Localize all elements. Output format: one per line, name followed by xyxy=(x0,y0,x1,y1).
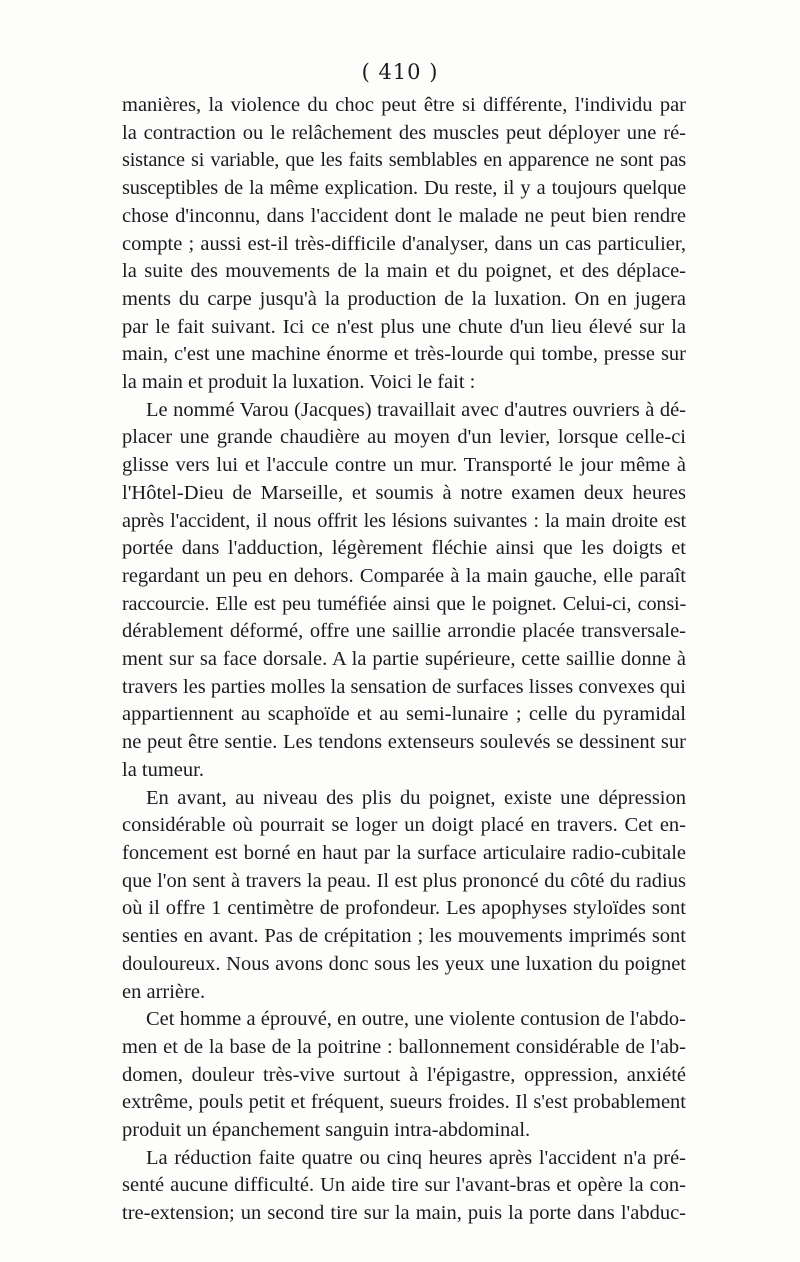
paragraph-3 xyxy=(122,785,686,1007)
text-line: En avant, au niveau des plis du poignet, existe une dépression xyxy=(146,786,686,809)
text-line: que l'on sent à travers la peau. Il est plus prononcé du côté du radius xyxy=(122,869,686,892)
text-line: ment sur sa face dorsale. A la partie supérieure, cette saillie donne à xyxy=(122,648,686,671)
paragraph-1 xyxy=(122,92,686,397)
text-line: la main et produit la luxation. Voici le fait : xyxy=(122,371,476,394)
text-line: foncement est borné en haut par la surface articulaire radio-cubitale xyxy=(122,841,686,864)
text-line: considérable où pourrait se loger un doigt placé en travers. Cet en- xyxy=(122,814,686,837)
text-line: la contraction ou le relâchement des muscles peut déployer une ré- xyxy=(122,121,686,144)
text-line: chose d'inconnu, dans l'accident dont le malade ne peut bien rendre xyxy=(122,204,686,227)
text-line: l'Hôtel-Dieu de Marseille, et soumis à notre examen deux heures xyxy=(122,481,686,504)
text-line: Cet homme a éprouvé, en outre, une violente contusion de l'abdo- xyxy=(146,1008,686,1031)
text-line: main, c'est une machine énorme et très-lourde qui tombe, presse sur xyxy=(122,343,686,366)
text-line: produit un épanchement sanguin intra-abdominal. xyxy=(122,1119,531,1142)
page-number: ( 410 ) xyxy=(361,60,439,84)
text-line: placer une grande chaudière au moyen d'un levier, lorsque celle-ci xyxy=(122,426,686,449)
text-line: glisse vers lui et l'accule contre un mur. Transporté le jour même à xyxy=(122,454,686,477)
text-line: après l'accident, il nous offrit les lésions suivantes : la main droite est xyxy=(122,509,686,532)
text-line: douloureux. Nous avons donc sous les yeux une luxation du poignet xyxy=(122,952,686,975)
paragraph-2 xyxy=(122,397,686,785)
text-line: ments du carpe jusqu'à la production de la luxation. On en jugera xyxy=(122,287,686,310)
text-line: ne peut être sentie. Les tendons extenseurs soulevés se dessinent sur xyxy=(122,731,686,754)
text-line: dérablement déformé, offre une saillie arrondie placée transversale- xyxy=(122,620,686,643)
paragraph-4 xyxy=(122,1006,686,1145)
text-line: en arrière. xyxy=(122,980,206,1003)
text-line: la tumeur. xyxy=(122,758,204,781)
text-line: men et de la base de la poitrine : ballonnement considérable de l'ab- xyxy=(122,1035,686,1058)
text-line: Le nommé Varou (Jacques) travaillait avec d'autres ouvriers à dé- xyxy=(146,398,686,421)
text-line: par le fait suivant. Ici ce n'est plus une chute d'un lieu élevé sur la xyxy=(122,315,686,338)
text-line: la suite des mouvements de la main et du poignet, et des déplace- xyxy=(122,260,686,283)
text-line: appartiennent au scaphoïde et au semi-lunaire ; celle du pyramidal xyxy=(122,703,686,726)
body-text xyxy=(122,92,686,1228)
text-line: La réduction faite quatre ou cinq heures après l'accident n'a pré- xyxy=(146,1146,686,1169)
text-line: domen, douleur très-vive surtout à l'épigastre, oppression, anxiété xyxy=(122,1063,686,1086)
text-line: senté aucune difficulté. Un aide tire sur l'avant-bras et opère la con- xyxy=(122,1174,686,1197)
text-line: travers les parties molles la sensation de surfaces lisses convexes qui xyxy=(122,675,686,698)
text-line: manières, la violence du choc peut être si différente, l'individu par xyxy=(122,94,686,116)
text-line: où il offre 1 centimètre de profondeur. Les apophyses styloïdes sont xyxy=(122,897,686,920)
text-line: regardant un peu en dehors. Comparée à la main gauche, elle paraît xyxy=(122,564,686,587)
text-line: compte ; aussi est-il très-difficile d'analyser, dans un cas particulier, xyxy=(122,232,686,255)
text-line: raccourcie. Elle est peu tuméfiée ainsi que le poignet. Celui-ci, consi- xyxy=(122,592,686,615)
paragraph-5 xyxy=(122,1145,686,1228)
text-line: susceptibles de la même explication. Du reste, il y a toujours quelque xyxy=(122,177,686,200)
text-line: sistance si variable, que les faits semblables en apparence ne sont pas xyxy=(122,149,686,172)
text-line: portée dans l'adduction, légèrement fléchie ainsi que les doigts et xyxy=(122,537,686,560)
text-line: senties en avant. Pas de crépitation ; les mouvements imprimés sont xyxy=(122,925,686,948)
text-line: extrême, pouls petit et fréquent, sueurs froides. Il s'est probablement xyxy=(122,1091,686,1114)
text-line: tre-extension; un second tire sur la main, puis la porte dans l'abduc- xyxy=(122,1202,686,1225)
